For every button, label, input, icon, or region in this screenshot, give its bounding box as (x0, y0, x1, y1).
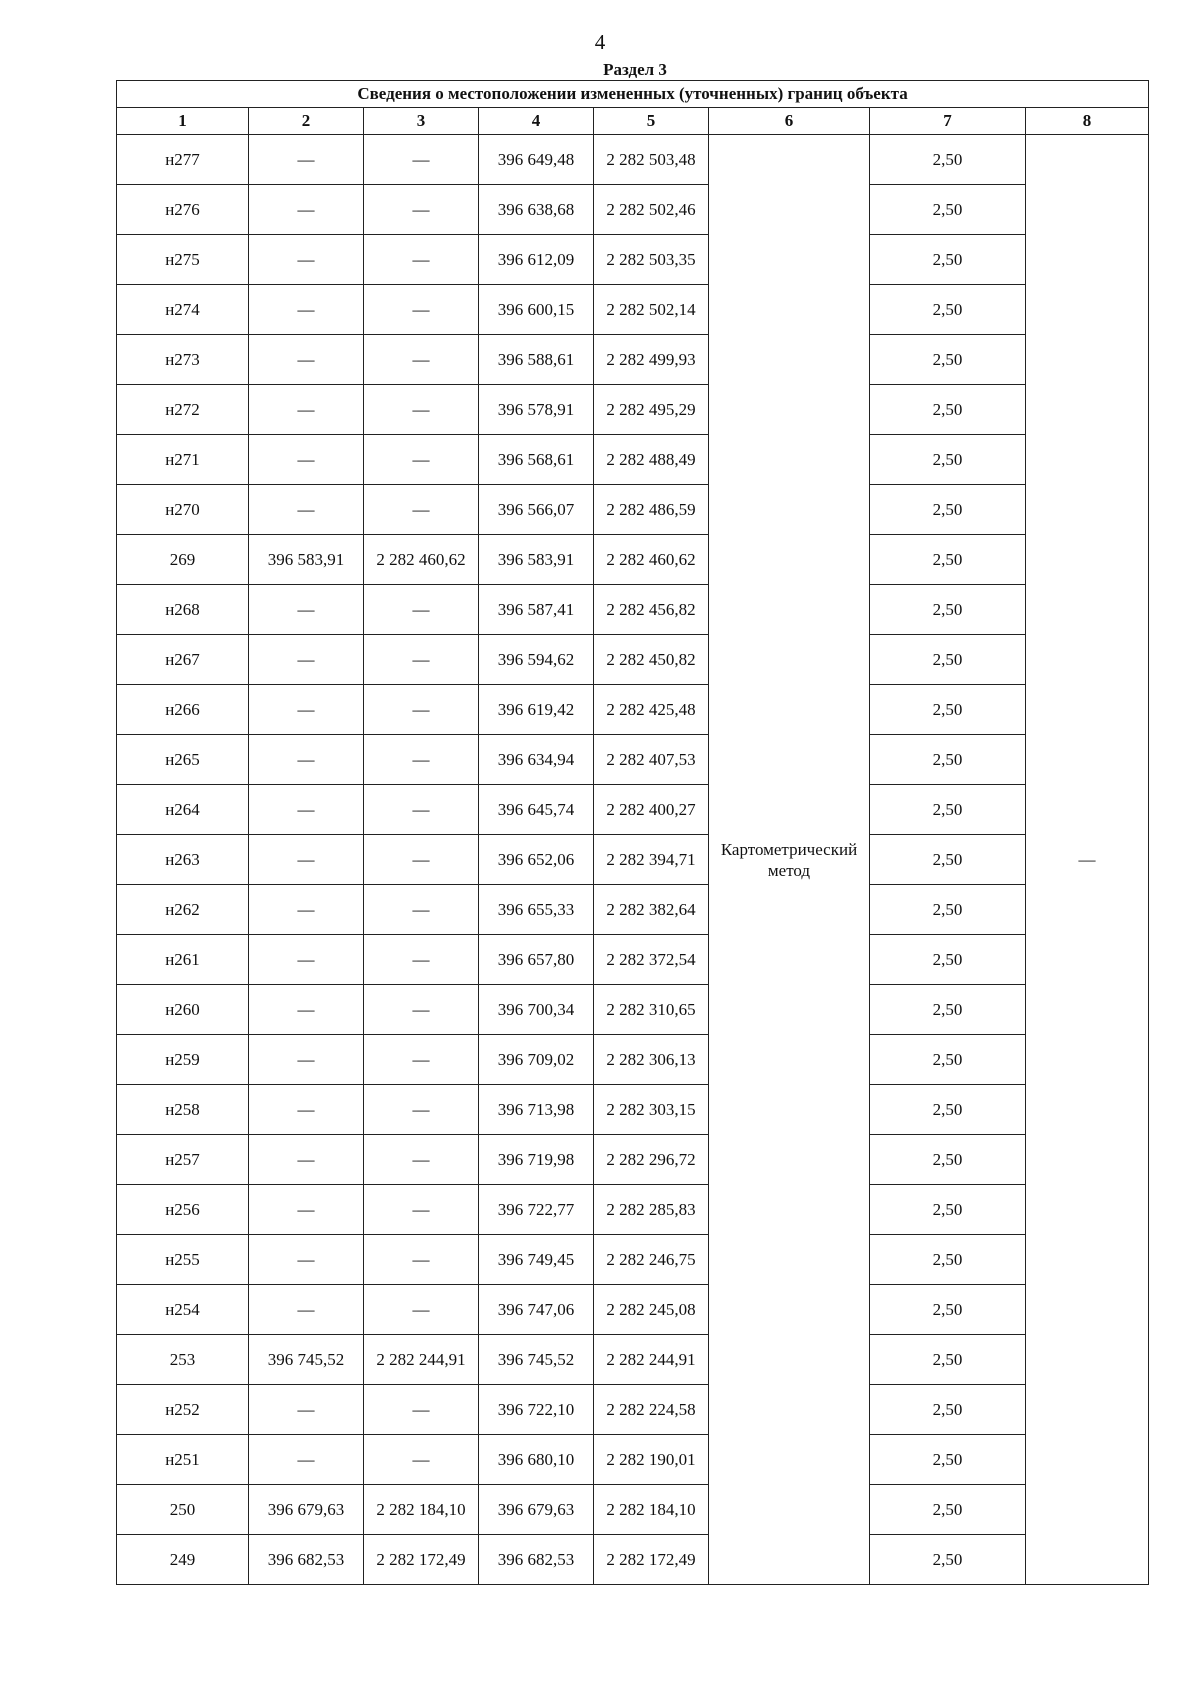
old-x-cell: — (249, 885, 364, 935)
old-x-cell: — (249, 835, 364, 885)
new-y-cell: 2 282 488,49 (594, 435, 709, 485)
point-number-cell: н259 (117, 1035, 249, 1085)
table-caption-row (117, 81, 1149, 108)
table-row (117, 835, 1149, 885)
accuracy-cell: 2,50 (870, 235, 1026, 285)
table-row (117, 1485, 1149, 1535)
new-x-cell: 396 747,06 (479, 1285, 594, 1335)
new-y-cell: 2 282 503,35 (594, 235, 709, 285)
old-x-cell: — (249, 335, 364, 385)
accuracy-cell: 2,50 (870, 985, 1026, 1035)
point-number-cell: н255 (117, 1235, 249, 1285)
new-x-cell: 396 682,53 (479, 1535, 594, 1585)
accuracy-cell: 2,50 (870, 1085, 1026, 1135)
old-x-cell: — (249, 285, 364, 335)
old-x-cell: — (249, 1135, 364, 1185)
new-y-cell: 2 282 244,91 (594, 1335, 709, 1385)
new-x-cell: 396 638,68 (479, 185, 594, 235)
column-header: 4 (479, 108, 594, 135)
old-x-cell: — (249, 635, 364, 685)
accuracy-cell: 2,50 (870, 1135, 1026, 1185)
old-x-cell: — (249, 785, 364, 835)
new-y-cell: 2 282 407,53 (594, 735, 709, 785)
new-y-cell: 2 282 394,71 (594, 835, 709, 885)
new-x-cell: 396 587,41 (479, 585, 594, 635)
new-y-cell: 2 282 456,82 (594, 585, 709, 635)
old-y-cell: — (364, 385, 479, 435)
point-number-cell: н265 (117, 735, 249, 785)
point-number-cell: н256 (117, 1185, 249, 1235)
accuracy-cell: 2,50 (870, 435, 1026, 485)
old-y-cell: — (364, 1235, 479, 1285)
table-row (117, 185, 1149, 235)
old-x-cell: — (249, 1085, 364, 1135)
new-y-cell: 2 282 372,54 (594, 935, 709, 985)
point-number-cell: н263 (117, 835, 249, 885)
coordinates-table (116, 80, 1149, 1585)
point-number-cell: н257 (117, 1135, 249, 1185)
description-cell: — (1026, 135, 1149, 1585)
accuracy-cell: 2,50 (870, 1335, 1026, 1385)
table-row (117, 535, 1149, 585)
old-y-cell: — (364, 135, 479, 185)
table-row (117, 1085, 1149, 1135)
accuracy-cell: 2,50 (870, 1485, 1026, 1535)
new-x-cell: 396 679,63 (479, 1485, 594, 1535)
old-y-cell: — (364, 585, 479, 635)
new-y-cell: 2 282 382,64 (594, 885, 709, 935)
old-x-cell: — (249, 1385, 364, 1435)
new-y-cell: 2 282 296,72 (594, 1135, 709, 1185)
point-number-cell: н266 (117, 685, 249, 735)
point-number-cell: н258 (117, 1085, 249, 1135)
new-x-cell: 396 588,61 (479, 335, 594, 385)
old-x-cell: — (249, 1435, 364, 1485)
table-row (117, 435, 1149, 485)
table-caption: Сведения о местоположении измененных (уточненных) границ объекта (117, 81, 1149, 108)
point-number-cell: н274 (117, 285, 249, 335)
new-y-cell: 2 282 450,82 (594, 635, 709, 685)
new-x-cell: 396 719,98 (479, 1135, 594, 1185)
table-row (117, 985, 1149, 1035)
page-number: 4 (594, 30, 606, 54)
point-number-cell: н260 (117, 985, 249, 1035)
old-y-cell: — (364, 685, 479, 735)
old-y-cell: — (364, 835, 479, 885)
new-y-cell: 2 282 460,62 (594, 535, 709, 585)
old-x-cell: — (249, 1285, 364, 1335)
old-y-cell: — (364, 185, 479, 235)
new-x-cell: 396 745,52 (479, 1335, 594, 1385)
table-row (117, 1285, 1149, 1335)
column-header: 1 (117, 108, 249, 135)
table-row (117, 135, 1149, 185)
new-x-cell: 396 657,80 (479, 935, 594, 985)
new-x-cell: 396 709,02 (479, 1035, 594, 1085)
new-y-cell: 2 282 246,75 (594, 1235, 709, 1285)
accuracy-cell: 2,50 (870, 135, 1026, 185)
table-row (117, 1135, 1149, 1185)
point-number-cell: н275 (117, 235, 249, 285)
old-x-cell: — (249, 235, 364, 285)
new-x-cell: 396 619,42 (479, 685, 594, 735)
new-x-cell: 396 722,10 (479, 1385, 594, 1435)
column-header: 5 (594, 108, 709, 135)
accuracy-cell: 2,50 (870, 535, 1026, 585)
point-number-cell: 253 (117, 1335, 249, 1385)
table-row (117, 1235, 1149, 1285)
new-y-cell: 2 282 303,15 (594, 1085, 709, 1135)
old-y-cell: — (364, 885, 479, 935)
accuracy-cell: 2,50 (870, 1385, 1026, 1435)
accuracy-cell: 2,50 (870, 1185, 1026, 1235)
table-row (117, 335, 1149, 385)
table-row (117, 1385, 1149, 1435)
new-y-cell: 2 282 310,65 (594, 985, 709, 1035)
table-row (117, 1185, 1149, 1235)
old-x-cell: 396 583,91 (249, 535, 364, 585)
table-row (117, 285, 1149, 335)
old-y-cell: — (364, 1085, 479, 1135)
table-row (117, 935, 1149, 985)
old-y-cell: — (364, 1135, 479, 1185)
new-y-cell: 2 282 499,93 (594, 335, 709, 385)
point-number-cell: н276 (117, 185, 249, 235)
new-x-cell: 396 583,91 (479, 535, 594, 585)
column-header: 3 (364, 108, 479, 135)
old-y-cell: — (364, 735, 479, 785)
accuracy-cell: 2,50 (870, 185, 1026, 235)
new-x-cell: 396 594,62 (479, 635, 594, 685)
point-number-cell: н264 (117, 785, 249, 835)
accuracy-cell: 2,50 (870, 935, 1026, 985)
table-row (117, 485, 1149, 535)
accuracy-cell: 2,50 (870, 835, 1026, 885)
old-y-cell: 2 282 184,10 (364, 1485, 479, 1535)
point-number-cell: н254 (117, 1285, 249, 1335)
point-number-cell: н272 (117, 385, 249, 435)
column-header: 8 (1026, 108, 1149, 135)
old-y-cell: — (364, 285, 479, 335)
old-y-cell: — (364, 1435, 479, 1485)
old-y-cell: — (364, 335, 479, 385)
new-y-cell: 2 282 495,29 (594, 385, 709, 435)
old-x-cell: — (249, 185, 364, 235)
accuracy-cell: 2,50 (870, 585, 1026, 635)
point-number-cell: н271 (117, 435, 249, 485)
old-y-cell: 2 282 460,62 (364, 535, 479, 585)
table-row (117, 1035, 1149, 1085)
table-header-row (117, 108, 1149, 135)
table-row (117, 1335, 1149, 1385)
old-y-cell: 2 282 244,91 (364, 1335, 479, 1385)
point-number-cell: 269 (117, 535, 249, 585)
accuracy-cell: 2,50 (870, 1235, 1026, 1285)
accuracy-cell: 2,50 (870, 1035, 1026, 1085)
old-x-cell: — (249, 585, 364, 635)
point-number-cell: н251 (117, 1435, 249, 1485)
old-x-cell: — (249, 735, 364, 785)
old-y-cell: — (364, 1035, 479, 1085)
new-y-cell: 2 282 503,48 (594, 135, 709, 185)
new-x-cell: 396 655,33 (479, 885, 594, 935)
new-x-cell: 396 722,77 (479, 1185, 594, 1235)
old-y-cell: — (364, 235, 479, 285)
column-header: 6 (709, 108, 870, 135)
new-x-cell: 396 645,74 (479, 785, 594, 835)
method-cell: Картометрический метод (709, 135, 870, 1585)
old-x-cell: — (249, 1035, 364, 1085)
point-number-cell: 250 (117, 1485, 249, 1535)
new-x-cell: 396 600,15 (479, 285, 594, 335)
old-x-cell: — (249, 135, 364, 185)
table-row (117, 585, 1149, 635)
point-number-cell: н261 (117, 935, 249, 985)
new-x-cell: 396 713,98 (479, 1085, 594, 1135)
point-number-cell: н252 (117, 1385, 249, 1435)
old-y-cell: — (364, 935, 479, 985)
new-x-cell: 396 652,06 (479, 835, 594, 885)
point-number-cell: н262 (117, 885, 249, 935)
old-x-cell: — (249, 1235, 364, 1285)
table-row (117, 885, 1149, 935)
new-y-cell: 2 282 190,01 (594, 1435, 709, 1485)
accuracy-cell: 2,50 (870, 1285, 1026, 1335)
new-x-cell: 396 634,94 (479, 735, 594, 785)
new-y-cell: 2 282 306,13 (594, 1035, 709, 1085)
new-y-cell: 2 282 486,59 (594, 485, 709, 535)
new-x-cell: 396 612,09 (479, 235, 594, 285)
column-header: 2 (249, 108, 364, 135)
table-row (117, 385, 1149, 435)
new-y-cell: 2 282 224,58 (594, 1385, 709, 1435)
accuracy-cell: 2,50 (870, 1535, 1026, 1585)
accuracy-cell: 2,50 (870, 285, 1026, 335)
new-x-cell: 396 568,61 (479, 435, 594, 485)
old-x-cell: 396 745,52 (249, 1335, 364, 1385)
table-row (117, 735, 1149, 785)
old-y-cell: — (364, 1185, 479, 1235)
section-title: Раздел 3 (603, 60, 667, 79)
old-x-cell: 396 679,63 (249, 1485, 364, 1535)
accuracy-cell: 2,50 (870, 635, 1026, 685)
accuracy-cell: 2,50 (870, 1435, 1026, 1485)
point-number-cell: н270 (117, 485, 249, 535)
old-y-cell: — (364, 635, 479, 685)
accuracy-cell: 2,50 (870, 485, 1026, 535)
old-x-cell: — (249, 685, 364, 735)
new-y-cell: 2 282 400,27 (594, 785, 709, 835)
accuracy-cell: 2,50 (870, 685, 1026, 735)
old-x-cell: — (249, 385, 364, 435)
new-x-cell: 396 566,07 (479, 485, 594, 535)
new-x-cell: 396 680,10 (479, 1435, 594, 1485)
point-number-cell: н268 (117, 585, 249, 635)
old-x-cell: 396 682,53 (249, 1535, 364, 1585)
old-y-cell: — (364, 1385, 479, 1435)
new-y-cell: 2 282 184,10 (594, 1485, 709, 1535)
table-row (117, 1535, 1149, 1585)
new-y-cell: 2 282 502,14 (594, 285, 709, 335)
new-y-cell: 2 282 502,46 (594, 185, 709, 235)
accuracy-cell: 2,50 (870, 335, 1026, 385)
accuracy-cell: 2,50 (870, 785, 1026, 835)
new-x-cell: 396 578,91 (479, 385, 594, 435)
table-row (117, 685, 1149, 735)
table-row (117, 785, 1149, 835)
old-y-cell: — (364, 485, 479, 535)
accuracy-cell: 2,50 (870, 735, 1026, 785)
accuracy-cell: 2,50 (870, 885, 1026, 935)
old-x-cell: — (249, 1185, 364, 1235)
point-number-cell: н273 (117, 335, 249, 385)
point-number-cell: н267 (117, 635, 249, 685)
old-y-cell: — (364, 785, 479, 835)
new-y-cell: 2 282 172,49 (594, 1535, 709, 1585)
old-x-cell: — (249, 935, 364, 985)
accuracy-cell: 2,50 (870, 385, 1026, 435)
column-header: 7 (870, 108, 1026, 135)
table-row (117, 1435, 1149, 1485)
old-x-cell: — (249, 435, 364, 485)
new-y-cell: 2 282 285,83 (594, 1185, 709, 1235)
table-row (117, 635, 1149, 685)
new-x-cell: 396 649,48 (479, 135, 594, 185)
old-x-cell: — (249, 485, 364, 535)
point-number-cell: н277 (117, 135, 249, 185)
new-x-cell: 396 749,45 (479, 1235, 594, 1285)
new-x-cell: 396 700,34 (479, 985, 594, 1035)
old-y-cell: — (364, 435, 479, 485)
point-number-cell: 249 (117, 1535, 249, 1585)
new-y-cell: 2 282 425,48 (594, 685, 709, 735)
old-x-cell: — (249, 985, 364, 1035)
old-y-cell: — (364, 1285, 479, 1335)
table-row (117, 235, 1149, 285)
old-y-cell: — (364, 985, 479, 1035)
new-y-cell: 2 282 245,08 (594, 1285, 709, 1335)
old-y-cell: 2 282 172,49 (364, 1535, 479, 1585)
